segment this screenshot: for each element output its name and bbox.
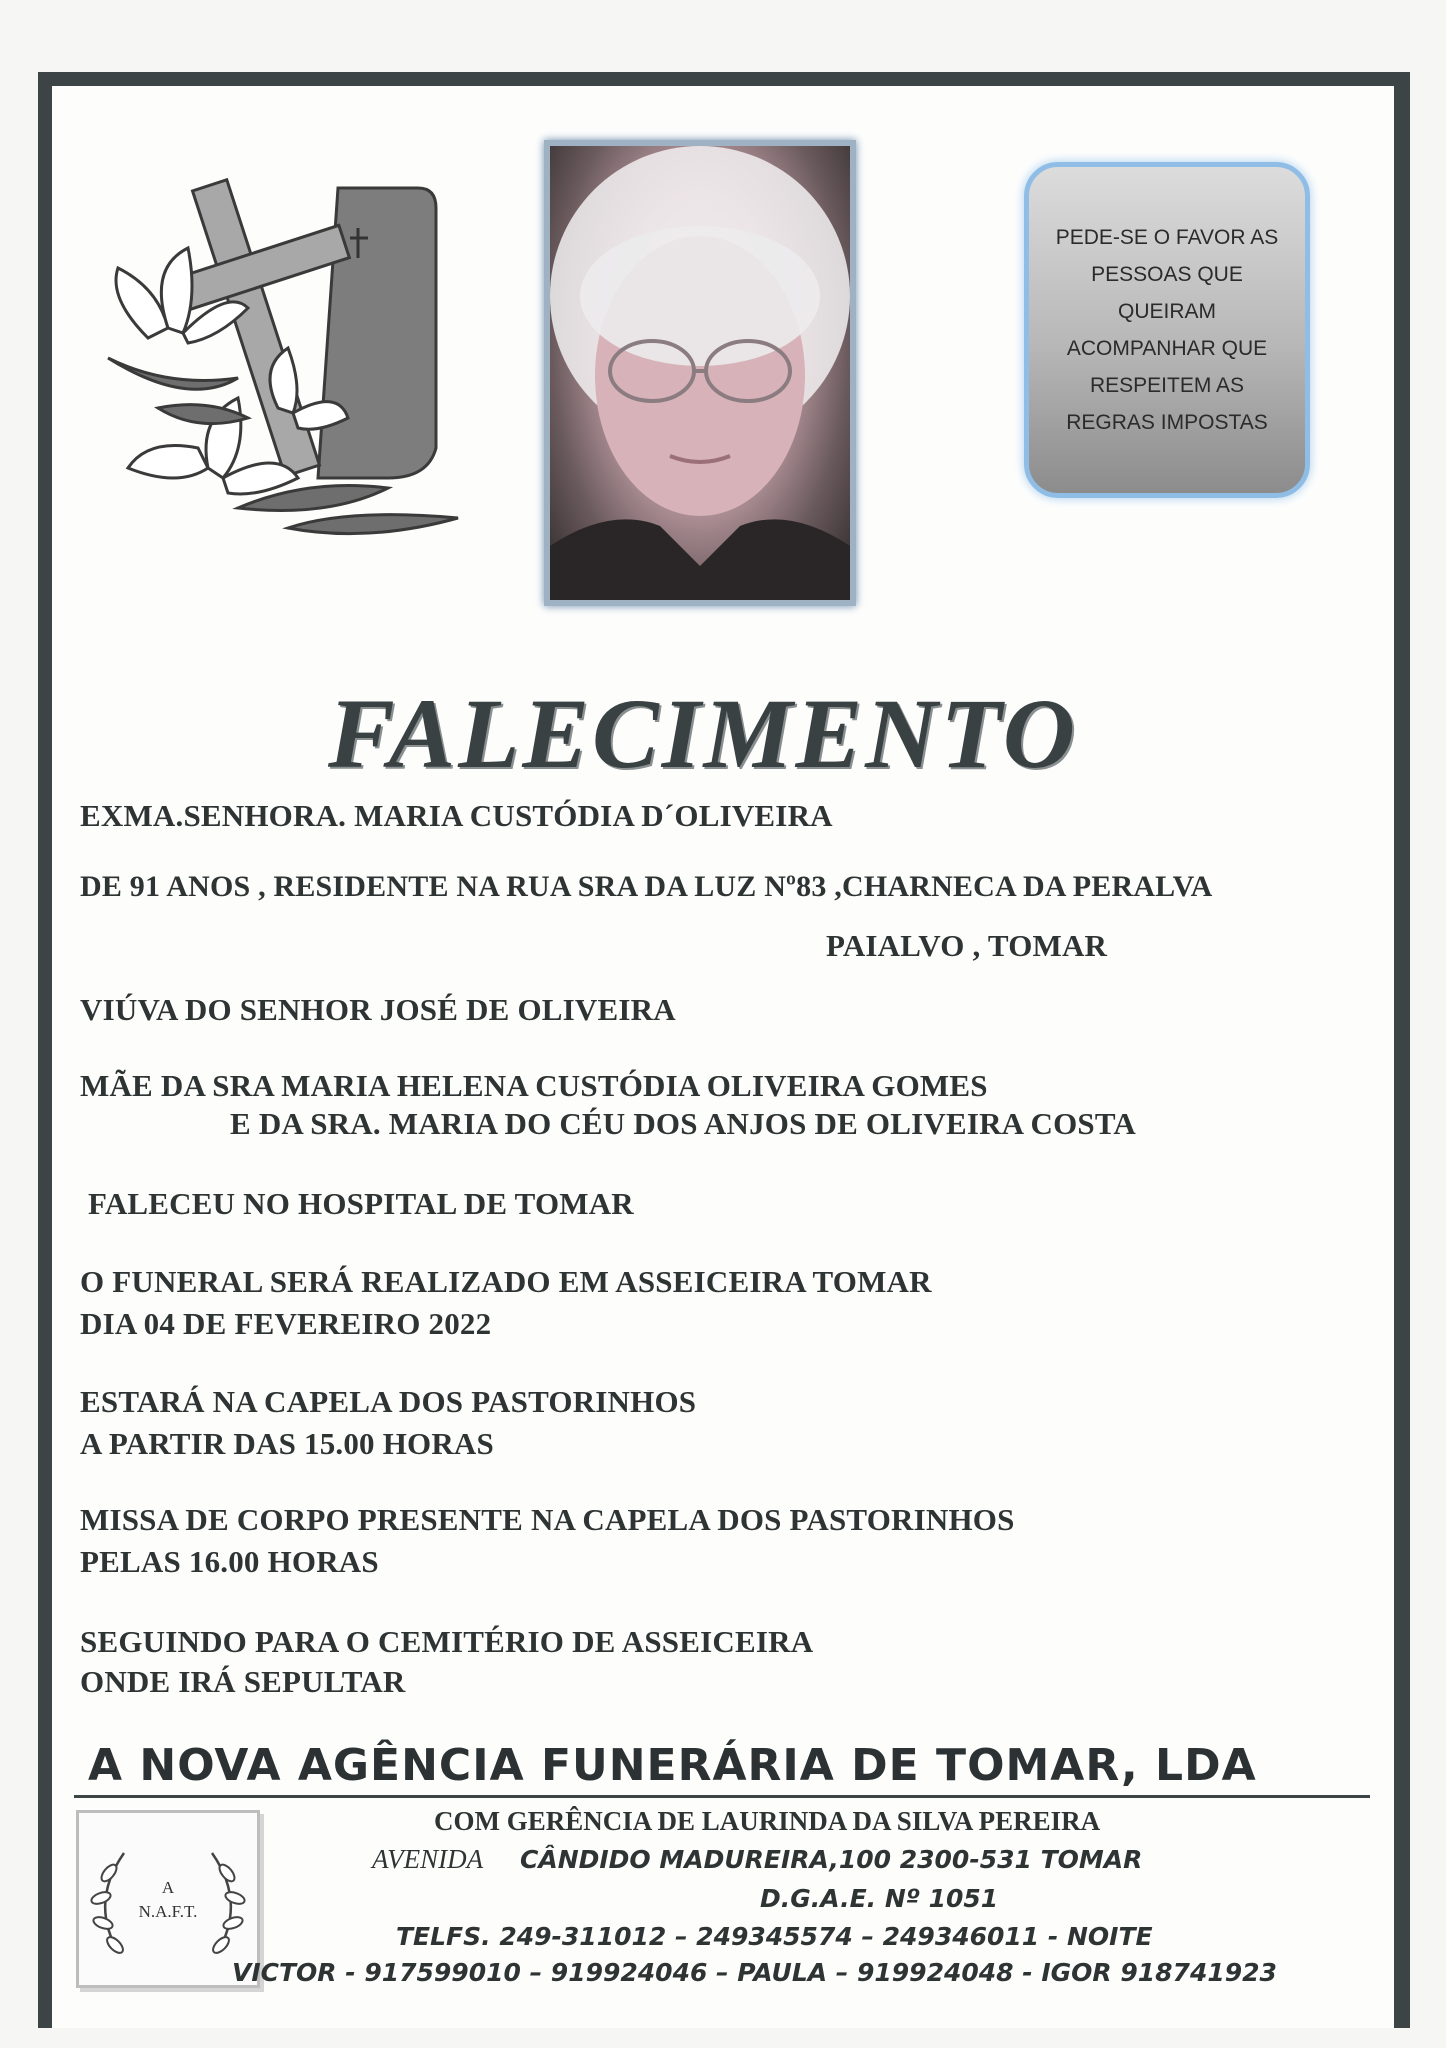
chapel-line-1: ESTARÁ NA CAPELA DOS PASTORINHOS — [80, 1384, 697, 1419]
agency-divider — [74, 1795, 1370, 1798]
chapel-time: A PARTIR DAS 15.00 HORAS — [80, 1426, 494, 1461]
mass-time: PELAS 16.00 HORAS — [80, 1544, 379, 1579]
cross-lilies-icon — [88, 148, 488, 548]
logo-letter: A — [161, 1878, 175, 1897]
notice-line: RESPEITEM AS — [1089, 374, 1245, 397]
night-contacts: VICTOR - 917599010 – 919924046 – PAULA – 919924048 - IGOR 918741923 — [232, 1958, 1277, 1987]
portrait-photo — [544, 140, 856, 606]
death-place: FALECEU NO HOSPITAL DE TOMAR — [88, 1186, 634, 1221]
agency-address: CÂNDIDO MADUREIRA,100 2300-531 TOMAR — [520, 1845, 1143, 1874]
residence-line-2: PAIALVO , TOMAR — [826, 928, 1108, 963]
notice-line: QUEIRAM — [1117, 300, 1216, 323]
notice-line: PESSOAS QUE — [1091, 263, 1243, 286]
notice-line: ACOMPANHAR QUE — [1066, 337, 1268, 360]
widow-line: VIÚVA DO SENHOR JOSÉ DE OLIVEIRA — [80, 992, 676, 1027]
page-title: FALECIMENTO — [328, 678, 1078, 789]
logo-name: N.A.F.T. — [138, 1902, 198, 1921]
agency-name: A NOVA AGÊNCIA FUNERÁRIA DE TOMAR, LDA — [88, 1740, 1257, 1791]
mother-line-2: E DA SRA. MARIA DO CÉU DOS ANJOS DE OLIVEIRA COSTA — [230, 1106, 1137, 1141]
deceased-name: EXMA.SENHORA. MARIA CUSTÓDIA D´OLIVEIRA — [80, 798, 833, 833]
notice-line: REGRAS IMPOSTAS — [1066, 411, 1268, 434]
covid-rules-notice — [1024, 162, 1310, 498]
agency-management: COM GERÊNCIA DE LAURINDA DA SILVA PEREIRA — [434, 1806, 1101, 1836]
funeral-date: DIA 04 DE FEVEREIRO 2022 — [80, 1306, 492, 1341]
burial-line-2: ONDE IRÁ SEPULTAR — [80, 1664, 406, 1699]
notice-line: PEDE-SE O FAVOR AS — [1055, 226, 1279, 249]
residence-line-1: DE 91 ANOS , RESIDENTE NA RUA SRA DA LUZ Nº83 ,CHARNECA DA PERALVA — [80, 870, 1213, 903]
burial-line-1: SEGUINDO PARA O CEMITÉRIO DE ASSEICEIRA — [80, 1624, 814, 1659]
agency-dgae: D.G.A.E. Nº 1051 — [760, 1884, 999, 1913]
mother-line-1: MÃE DA SRA MARIA HELENA CUSTÓDIA OLIVEIRA GOMES — [80, 1068, 988, 1103]
funeral-line-1: O FUNERAL SERÁ REALIZADO EM ASSEICEIRA TOMAR — [80, 1264, 932, 1299]
portrait-photo-icon — [550, 146, 850, 600]
address-prefix: AVENIDA — [372, 1844, 484, 1874]
mass-line-1: MISSA DE CORPO PRESENTE NA CAPELA DOS PASTORINHOS — [80, 1502, 1015, 1537]
laurel-wreath-icon — [79, 1813, 257, 1985]
notice-text — [1047, 219, 1287, 441]
agency-phones: TELFS. 249-311012 – 249345574 – 249346011 - NOITE — [396, 1922, 1153, 1951]
